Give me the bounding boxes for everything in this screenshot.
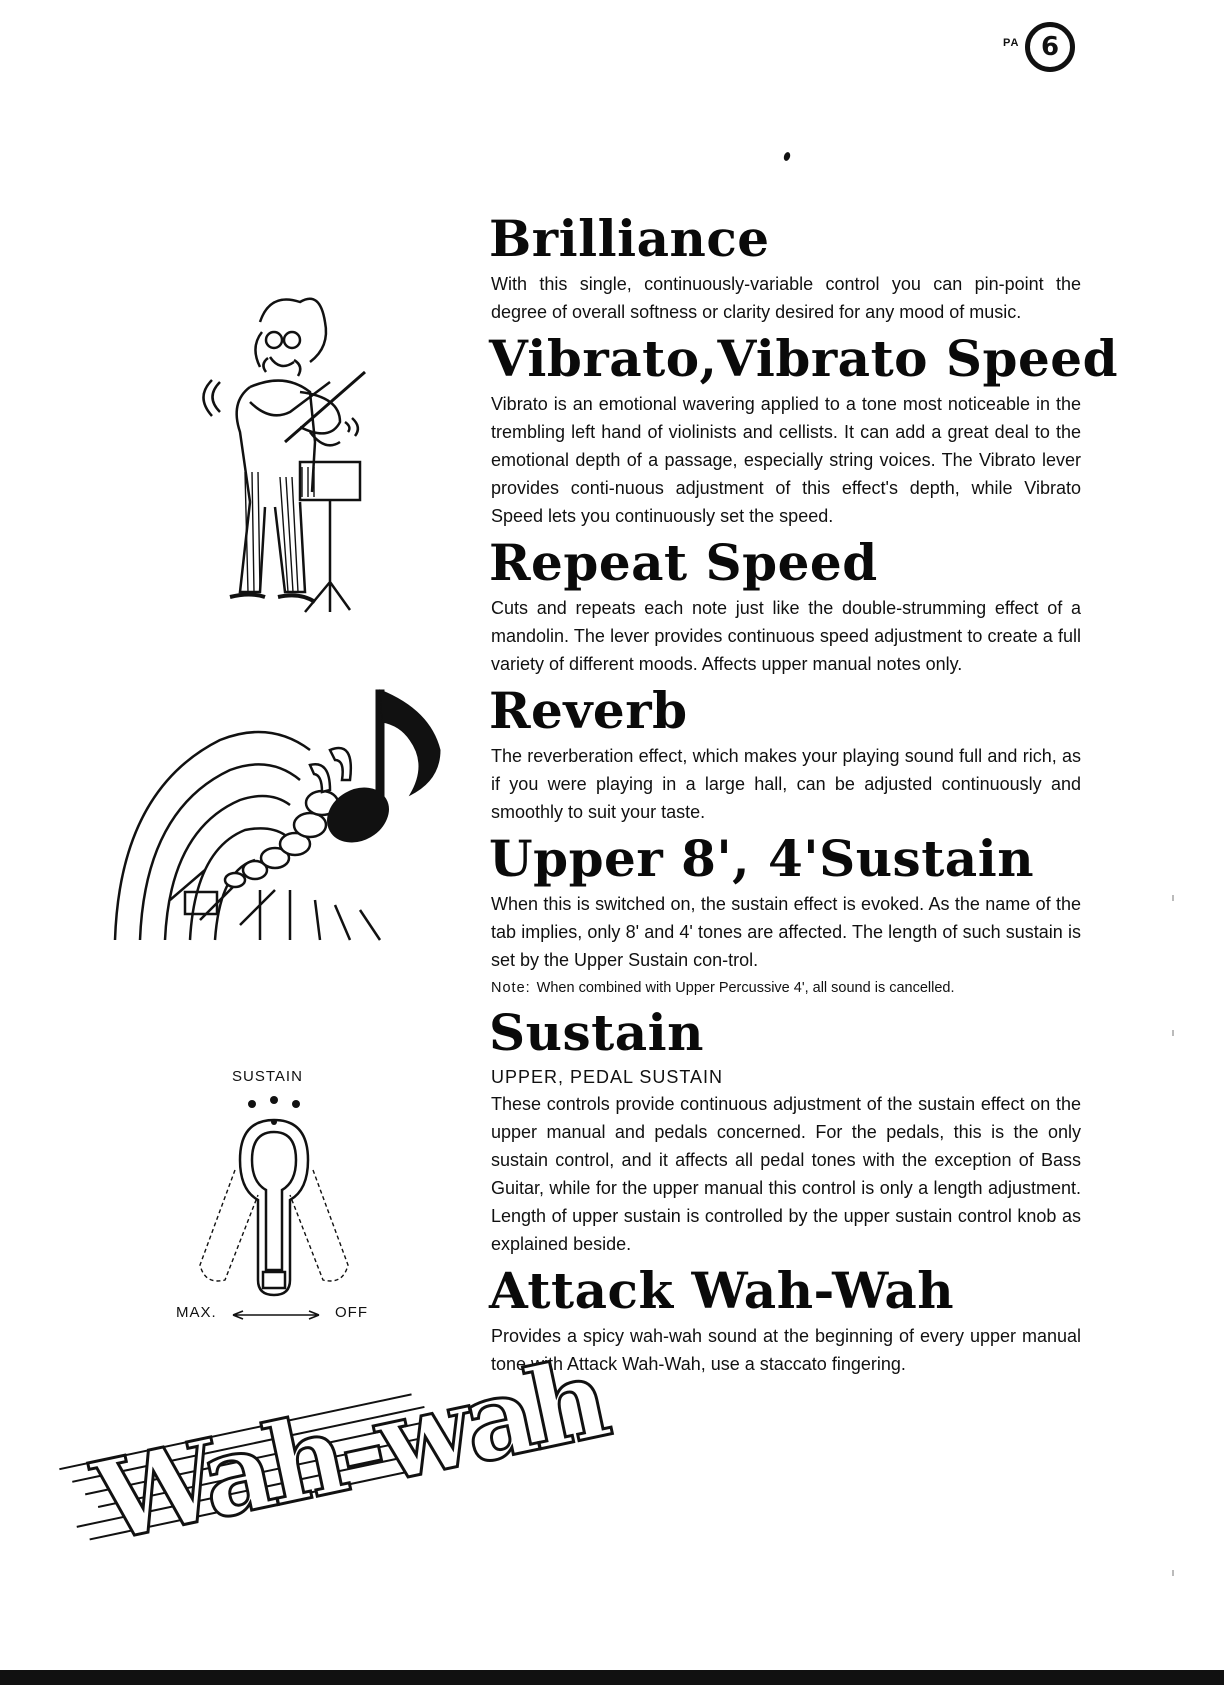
section-title: Vibrato,Vibrato Speed [489,329,1119,388]
section-sustain [489,1003,1081,1258]
section-upper-sustain [489,829,1081,1000]
section-body: With this single, continuously-variable control you can pin-point the degree of overall softness or clarity desired for any mood of music. [491,274,1081,322]
svg-text:Wah-wah: Wah-wah [83,1333,615,1567]
section-subtitle: UPPER, PEDAL SUSTAIN [491,1067,724,1087]
page-prefix: PA [1003,37,1020,49]
text-column [489,209,1119,1384]
section-title: Repeat Speed [489,533,878,592]
note-text: When combined with Upper Percussive 4', all sound is cancelled. [536,980,955,996]
section-body: Cuts and repeats each note just like the double-strumming effect of a mandolin. The lever provides continuous speed adjustment to create a full variety of different moods. Affects upper manual notes only. [491,598,1081,674]
bottom-edge-bar [0,1670,1224,1685]
section-title: Sustain [489,1003,704,1062]
scan-speck [1172,895,1174,901]
violinist-illustration [190,292,380,632]
scan-speck [1172,1030,1174,1036]
section-body: The reverberation effect, which makes your playing sound full and rich, as if you were playing in a large hall, can be adjusted continuously and smoothly to suit your taste. [491,746,1081,822]
scan-speck [1172,1570,1174,1576]
max-label: MAX. [176,1304,217,1321]
note-label: Note: [491,980,531,996]
sustain-lever-diagram [190,1090,370,1320]
section-reverb [489,681,1081,826]
section-title: Reverb [489,681,688,740]
range-arrow-icon [231,1310,321,1320]
section-note [491,976,1081,1000]
section-body: When this is switched on, the sustain effect is evoked. As the name of the tab implies, only 8' and 4' tones are affected. The length of such sustain is set by the Upper Sustain con-trol. [491,894,1081,970]
section-title: Upper 8', 4'Sustain [489,829,1035,888]
sustain-range-row [176,1304,376,1324]
section-repeat-speed [489,533,1081,678]
section-vibrato [489,329,1119,530]
sustain-top-label: SUSTAIN [232,1068,303,1085]
page-number: 6 [1025,22,1075,72]
section-body: Vibrato is an emotional wavering applied to a tone most noticeable in the trembling left hand of violinists and cellists. It can add a great deal to the emotional depth of a passage, especially string voices. The Vibrato lever provides conti-nuous adjustment of this effect's depth, while Vibrato Speed lets you continuously set the speed. [491,394,1081,526]
off-label: OFF [335,1304,368,1321]
wahwah-lettering-art [60,1333,615,1567]
page-number-mark [1003,22,1083,72]
section-body: These controls provide continuous adjustment of the sustain effect on the upper manual and pedals concerned. For the pedals, this is the only sustain control, and it affects all pedal tones with the exception of Bass Guitar, while for the upper manual this control is only a length adjustment. Length of upper sustain is controlled by the upper sustain control knob as explained beside. [491,1094,1081,1254]
section-title: Brilliance [489,209,770,268]
section-title: Attack Wah-Wah [489,1261,955,1320]
cathedral-note-illustration [110,670,450,940]
section-body: Provides a spicy wah-wah sound at the beginning of every upper manual tone with Attack Wah-Wah, use a staccato fingering. [491,1326,1081,1374]
section-brilliance [489,209,1081,326]
ink-speck [783,151,792,162]
